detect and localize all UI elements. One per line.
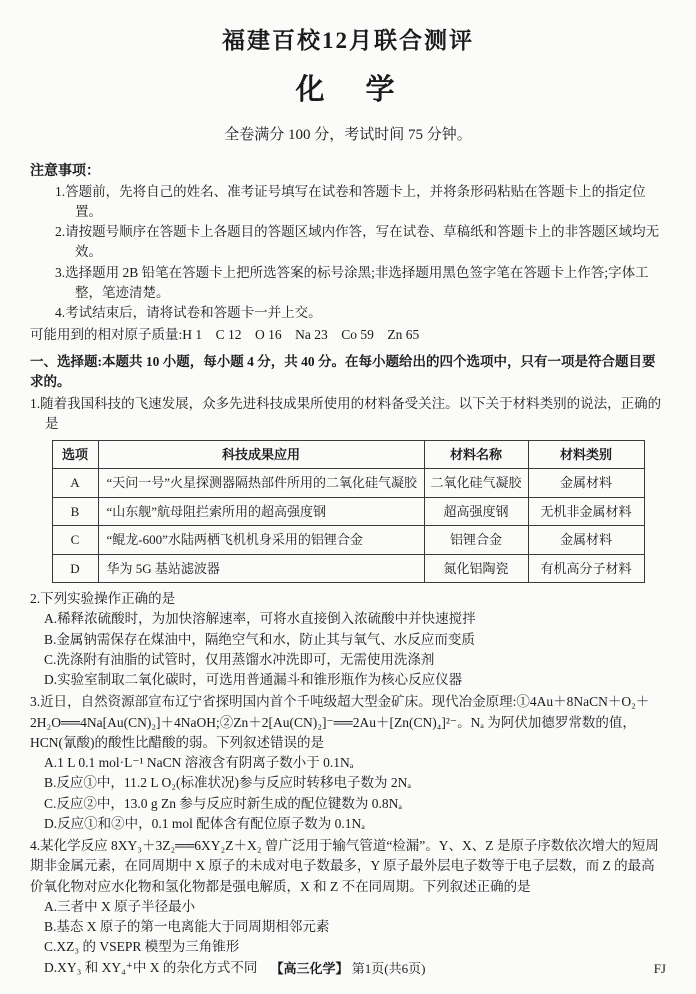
cell-application: “鲲龙-600”水陆两栖飞机机身采用的铝锂合金 bbox=[98, 526, 424, 555]
table-header-row bbox=[52, 440, 644, 469]
notice-item-3: 3.选择题用 2B 铅笔在答题卡上把所选答案的标号涂黑;非选择题用黑色签字笔在答题卡上作答;字体工整，笔迹清楚。 bbox=[55, 264, 649, 300]
col-header-material-name: 材料名称 bbox=[424, 440, 528, 469]
question-2-option-b: B.金属钠需保存在煤油中，隔绝空气和水，防止其与氧气、水反应而变质 bbox=[44, 631, 475, 647]
cell-material-category: 金属材料 bbox=[528, 469, 644, 498]
exam-meta-line: 全卷满分 100 分，考试时间 75 分钟。 bbox=[224, 127, 472, 143]
cell-option: D bbox=[52, 554, 98, 583]
page-footer bbox=[0, 959, 696, 979]
notice-item-2: 2.请按题号顺序在答题卡上各题目的答题区域内作答，写在试卷、草稿纸和答题卡上的非答题区域均无效。 bbox=[55, 224, 660, 260]
col-header-option: 选项 bbox=[52, 440, 98, 469]
table-row bbox=[52, 554, 644, 583]
question-2-option-c: C.洗涤附有油脂的试管时，仅用蒸馏水冲洗即可，无需使用洗涤剂 bbox=[44, 651, 435, 667]
table-row bbox=[52, 497, 644, 526]
question-2-option-a: A.稀释浓硫酸时，为加快溶解速率，可将水直接倒入浓硫酸中并快速搅拌 bbox=[44, 611, 476, 627]
footer-subject-label: 【高三化学】 bbox=[270, 960, 349, 976]
question-3-stem: 3.近日，自然资源部宣布辽宁省探明国内首个千吨级超大型金矿床。现代冶金原理:①4Au＋8NaCN＋O₂＋2H₂O══4Na[Au(CN)₂]＋4NaOH;②Zn＋2[Au(CN)₂]⁻══2Au＋[Zn(CN)₄]²⁻。Nₐ 为阿伏加德罗常数的值，HCN(氰酸)的酸性比醋酸的弱。下列叙述错误的是 bbox=[30, 694, 650, 750]
question-4-option-c: C.XZ₃ 的 VSEPR 模型为三角锥形 bbox=[44, 939, 240, 955]
notice-item-1: 1.答题前，先将自己的姓名、准考证号填写在试卷和答题卡上，并将条形码粘贴在答题卡上的指定位置。 bbox=[55, 183, 646, 219]
subject-title: 化 学 bbox=[295, 73, 401, 106]
cell-material-name: 二氧化硅气凝胶 bbox=[424, 469, 528, 498]
section-one-heading: 一、选择题:本题共 10 小题，每小题 4 分，共 40 分。在每小题给出的四个选项中，只有一项是符合题目要求的。 bbox=[30, 353, 656, 389]
cell-material-category: 金属材料 bbox=[528, 526, 644, 555]
question-1-table bbox=[52, 440, 645, 584]
question-4-option-a: A.三者中 X 原子半径最小 bbox=[44, 898, 196, 914]
question-4-option-d: D.XY₃ 和 XY₄⁺中 X 的杂化方式不同 bbox=[44, 959, 258, 975]
question-3-option-c: C.反应②中，13.0 g Zn 参与反应时新生成的配位键数为 0.8Nₐ bbox=[44, 795, 403, 811]
cell-application: 华为 5G 基站滤波器 bbox=[98, 554, 424, 583]
exam-title: 福建百校12月联合测评 bbox=[222, 28, 474, 53]
question-4-stem: 4.某化学反应 8XY₃＋3Z₂══6XY₂Z＋X₂ 曾广泛用于输气管道“检漏”。Y、X、Z 是原子序数依次增大的短周期非金属元素，在同周期中 X 原子的未成对电子数最多，Y 原子最外层电子数等于电子层数，而 Z 的最高价氧化物对应水化物和氢化物都是强电解质，X 和 Z 不在同周期。下列叙述正确的是 bbox=[30, 838, 659, 894]
table-row bbox=[52, 469, 644, 498]
notice-heading: 注意事项： bbox=[30, 163, 100, 179]
cell-application: “天问一号”火星探测器隔热部件所用的二氧化硅气凝胶 bbox=[98, 469, 424, 498]
cell-option: C bbox=[52, 526, 98, 555]
footer-paper-code: FJ bbox=[653, 960, 666, 976]
question-2-option-d: D.实验室制取二氧化碳时，可选用普通漏斗和锥形瓶作为核心反应仪器 bbox=[44, 672, 463, 687]
atomic-mass-line: 可能用到的相对原子质量:H 1 C 12 O 16 Na 23 Co 59 Zn 65 bbox=[30, 327, 420, 343]
cell-material-category: 无机非金属材料 bbox=[528, 497, 644, 526]
col-header-application: 科技成果应用 bbox=[98, 440, 424, 469]
table-row bbox=[52, 526, 644, 555]
question-3-option-d: D.反应①和②中，0.1 mol 配体含有配位原子数为 0.1Nₐ bbox=[44, 815, 365, 831]
cell-option: B bbox=[52, 497, 98, 526]
cell-material-name: 超高强度钢 bbox=[424, 497, 528, 526]
cell-application: “山东舰”航母阻拦索所用的超高强度钢 bbox=[98, 497, 424, 526]
question-1-stem: 1.随着我国科技的飞速发展，众多先进科技成果所使用的材料备受关注。以下关于材料类别的说法，正确的是 bbox=[30, 396, 662, 432]
col-header-material-category: 材料类别 bbox=[528, 440, 644, 469]
question-3-option-b: B.反应①中，11.2 L O₂(标准状况)参与反应时转移电子数为 2Nₐ bbox=[44, 775, 412, 791]
cell-material-name: 氮化铝陶瓷 bbox=[424, 554, 528, 583]
question-4-option-b: B.基态 X 原子的第一电离能大于同周期相邻元素 bbox=[44, 919, 330, 934]
cell-material-name: 铝锂合金 bbox=[424, 526, 528, 555]
notice-item-4: 4.考试结束后，请将试卷和答题卡一并上交。 bbox=[55, 305, 322, 320]
question-3-option-a: A.1 L 0.1 mol·L⁻¹ NaCN 溶液含有阴离子数小于 0.1Nₐ bbox=[44, 755, 354, 770]
footer-page-number: 第1页(共6页) bbox=[351, 960, 426, 976]
cell-material-category: 有机高分子材料 bbox=[528, 554, 644, 583]
cell-option: A bbox=[52, 469, 98, 498]
question-2-stem: 2.下列实验操作正确的是 bbox=[30, 591, 176, 606]
